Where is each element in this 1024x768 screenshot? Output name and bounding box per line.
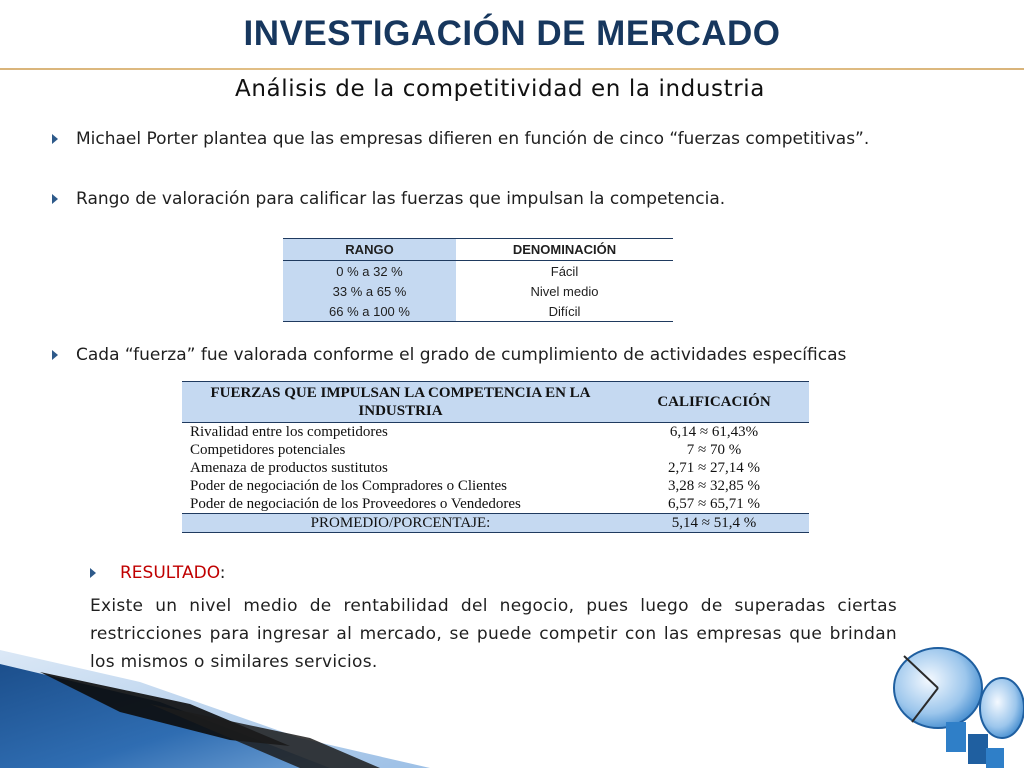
average-row	[182, 514, 809, 533]
bullet-text: Michael Porter plantea que las empresas difieren en función de cinco “fuerzas competitivas”.	[76, 129, 870, 149]
denomination-cell: Difícil	[456, 301, 673, 322]
rating-header: CALIFICACIÓN	[619, 382, 809, 423]
average-label: PROMEDIO/PORCENTAJE:	[182, 514, 619, 533]
table-row	[182, 477, 809, 495]
table-row	[283, 281, 673, 301]
bullet-text: Rango de valoración para calificar las fuerzas que impulsan la competencia.	[76, 189, 726, 209]
force-cell: Poder de negociación de los Compradores o Clientes	[190, 478, 508, 494]
rating-cell: 6,57 ≈ 65,71 %	[668, 496, 760, 512]
denomination-cell: Fácil	[456, 261, 673, 282]
table-row	[182, 459, 809, 477]
table-row	[182, 423, 809, 442]
force-cell: Competidores potenciales	[190, 442, 346, 458]
range-cell: 0 % a 32 %	[283, 261, 456, 282]
page-subtitle: Análisis de la competitividad en la industria	[235, 76, 765, 102]
result-colon: :	[219, 563, 226, 583]
title-divider	[0, 68, 1024, 70]
forces-header: FUERZAS QUE IMPULSAN LA COMPETENCIA EN LA INDUSTRIA	[182, 382, 619, 423]
satellite-dish-icon	[876, 636, 1024, 768]
table-row	[283, 261, 673, 282]
range-table	[283, 238, 673, 322]
rating-cell: 6,14 ≈ 61,43%	[669, 424, 759, 440]
bullet-arrow-icon	[90, 568, 96, 578]
range-header: RANGO	[283, 239, 456, 261]
force-cell: Rivalidad entre los competidores	[190, 424, 388, 440]
bullet-arrow-icon	[52, 350, 58, 360]
force-cell: Amenaza de productos sustitutos	[190, 460, 388, 476]
rating-cell: 2,71 ≈ 27,14 %	[668, 460, 760, 476]
table-row	[182, 495, 809, 514]
rating-cell: 7 ≈ 70 %	[686, 442, 742, 458]
average-value: 5,14 ≈ 51,4 %	[619, 514, 809, 533]
bullet-arrow-icon	[52, 194, 58, 204]
page-title: INVESTIGACIÓN DE MERCADO	[243, 14, 781, 53]
table-row	[182, 441, 809, 459]
range-cell: 33 % a 65 %	[283, 281, 456, 301]
denomination-cell: Nivel medio	[456, 281, 673, 301]
denomination-header: DENOMINACIÓN	[456, 239, 673, 261]
bullet-arrow-icon	[52, 134, 58, 144]
forces-table	[182, 381, 809, 533]
rating-cell: 3,28 ≈ 32,85 %	[668, 478, 760, 494]
result-text: Existe un nivel medio de rentabilidad del negocio, pues luego de superadas ciertas restricciones para ingresar al mercado, se puede competir con las empresas que brindan los mismos o similares servicios.	[90, 596, 897, 672]
wave-decoration	[0, 620, 430, 768]
force-cell: Poder de negociación de los Proveedores o Vendedores	[190, 496, 521, 512]
table-row	[283, 301, 673, 322]
result-label: RESULTADO	[120, 563, 220, 583]
bullet-text: Cada “fuerza” fue valorada conforme el grado de cumplimiento de actividades específicas	[76, 345, 847, 365]
range-cell: 66 % a 100 %	[283, 301, 456, 322]
